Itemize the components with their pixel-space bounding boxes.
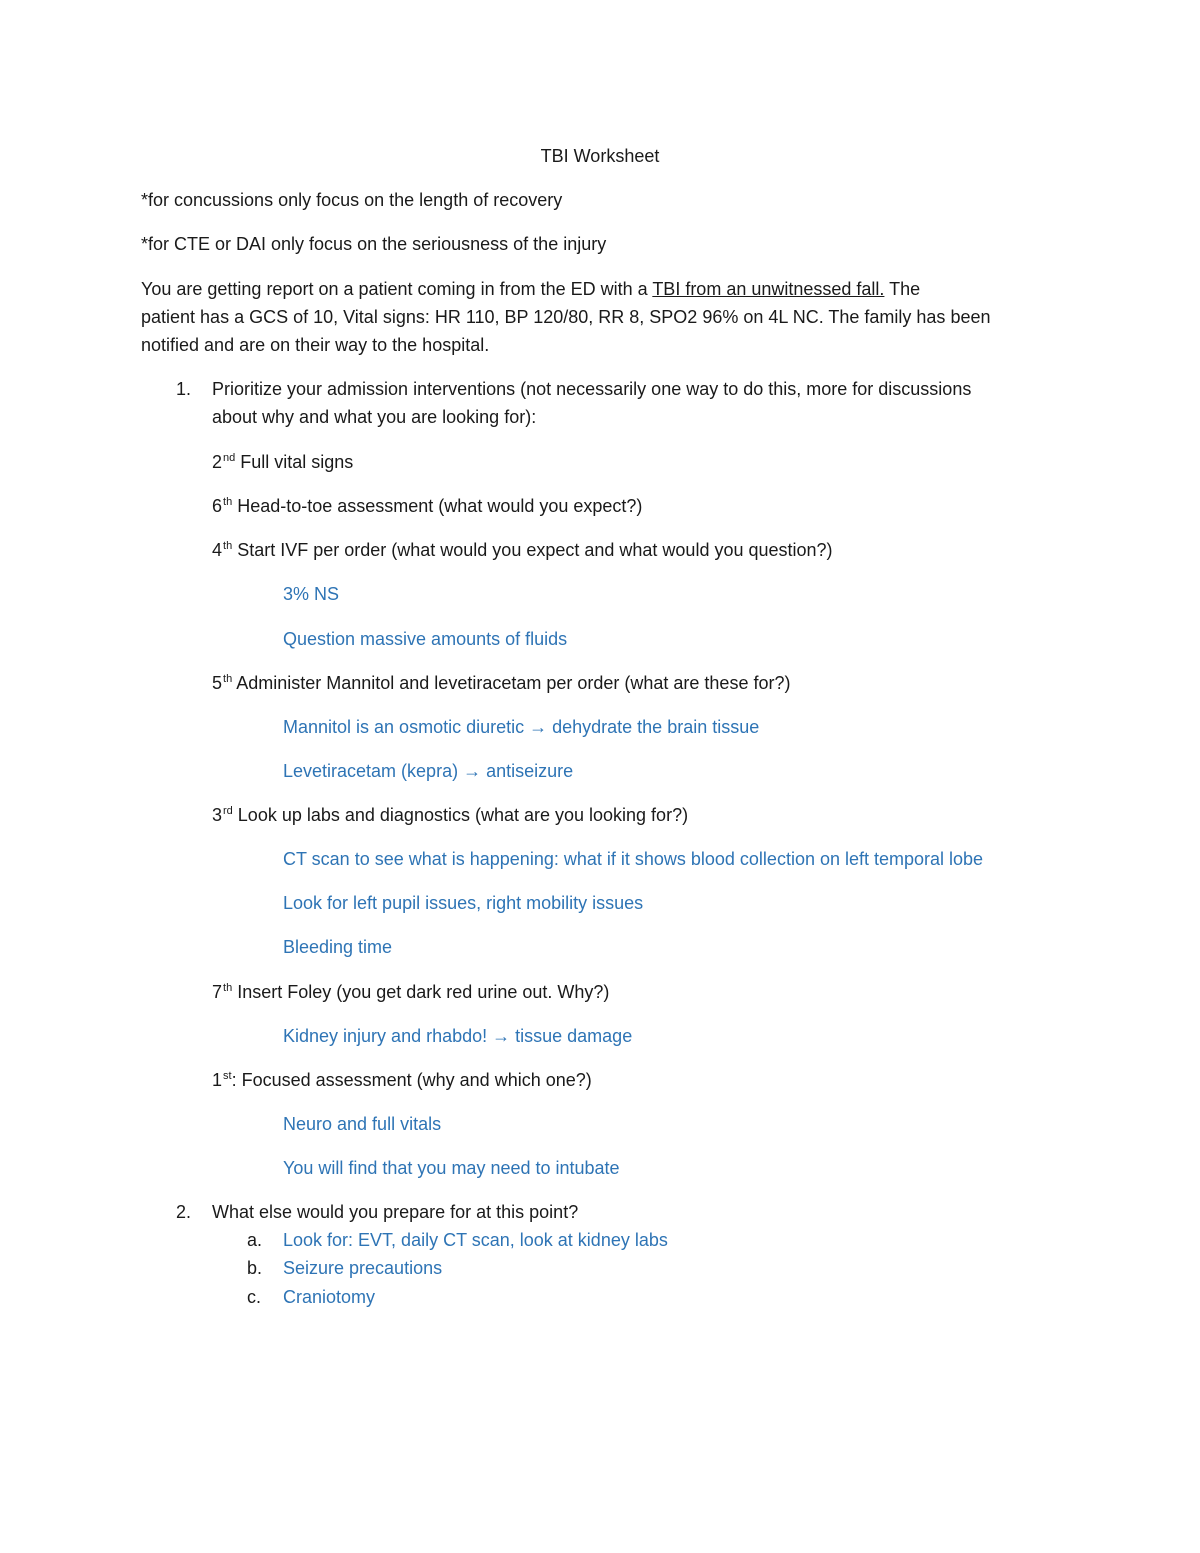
question-1-line-2: about why and what you are looking for): <box>212 407 537 427</box>
priority-number: 2 <box>212 452 223 472</box>
priority-number: 7 <box>212 982 223 1002</box>
answer-text: Neuro and full vitals <box>283 1114 442 1134</box>
priority-ordinal: th <box>223 540 233 552</box>
answer-text: Question massive amounts of fluids <box>283 629 568 649</box>
question-1-marker: 1. <box>176 379 192 399</box>
priority-number: 3 <box>212 805 223 825</box>
scenario-text-end: The <box>884 279 921 299</box>
priority-number: 1 <box>212 1070 223 1090</box>
answer-text: Kidney injury and rhabdo! → tissue damage <box>283 1026 633 1046</box>
priority-ordinal: th <box>223 673 233 685</box>
priority-item <box>212 450 353 477</box>
priority-item <box>212 980 609 1007</box>
priority-text: Full vital signs <box>235 452 354 472</box>
priority-text: : Focused assessment (why and which one?) <box>231 1070 592 1090</box>
scenario-text: You are getting report on a patient coming in from the ED with a <box>141 279 653 299</box>
question-2-marker: 2. <box>176 1202 192 1222</box>
priority-text: Start IVF per order (what would you expect and what would you question?) <box>232 540 833 560</box>
priority-number: 5 <box>212 673 223 693</box>
priority-ordinal: rd <box>223 805 233 817</box>
answer-text: You will find that you may need to intubate <box>283 1158 620 1178</box>
answer-text: CT scan to see what is happening: what if it shows blood collection on left temporal lobe <box>283 849 984 869</box>
scenario-line-1 <box>141 277 920 301</box>
priority-item <box>212 803 688 830</box>
priority-item <box>212 494 642 521</box>
answer-text: Seizure precautions <box>283 1258 443 1278</box>
priority-number: 6 <box>212 496 223 516</box>
priority-item <box>212 671 790 698</box>
answer-text: Mannitol is an osmotic diuretic → dehydrate the brain tissue <box>283 717 760 737</box>
priority-ordinal: th <box>223 982 233 994</box>
priority-item <box>212 1068 592 1095</box>
priority-text: Administer Mannitol and levetiracetam per order (what are these for?) <box>232 673 791 693</box>
priority-ordinal: th <box>223 496 233 508</box>
priority-item <box>212 538 833 565</box>
list-letter: a. <box>247 1230 263 1250</box>
note-concussion: *for concussions only focus on the length of recovery <box>141 190 563 210</box>
list-letter: b. <box>247 1258 263 1278</box>
priority-text: Insert Foley (you get dark red urine out. Why?) <box>232 982 610 1002</box>
scenario-highlight: TBI from an unwitnessed fall. <box>652 279 885 299</box>
scenario-line-2: patient has a GCS of 10, Vital signs: HR 110, BP 120/80, RR 8, SPO2 96% on 4L NC. The family has been <box>141 307 991 327</box>
page-title: TBI Worksheet <box>540 146 660 166</box>
answer-text: Look for left pupil issues, right mobility issues <box>283 893 644 913</box>
list-letter: c. <box>247 1287 262 1307</box>
priority-ordinal: nd <box>223 452 236 464</box>
note-cte-dai: *for CTE or DAI only focus on the seriousness of the injury <box>141 234 607 254</box>
scenario-line-3: notified and are on their way to the hospital. <box>141 335 490 355</box>
answer-text: Look for: EVT, daily CT scan, look at kidney labs <box>283 1230 668 1250</box>
priority-number: 4 <box>212 540 223 560</box>
answer-text: Bleeding time <box>283 937 393 957</box>
priority-text: Look up labs and diagnostics (what are you looking for?) <box>232 805 689 825</box>
priority-text: Head-to-toe assessment (what would you expect?) <box>232 496 643 516</box>
question-2-text: What else would you prepare for at this point? <box>212 1202 579 1222</box>
answer-text: Levetiracetam (kepra) → antiseizure <box>283 761 574 781</box>
priority-ordinal: st <box>223 1070 232 1082</box>
question-1-line-1: Prioritize your admission interventions (not necessarily one way to do this, more for discussions <box>212 379 972 399</box>
answer-text: Craniotomy <box>283 1287 376 1307</box>
answer-text: 3% NS <box>283 584 340 604</box>
